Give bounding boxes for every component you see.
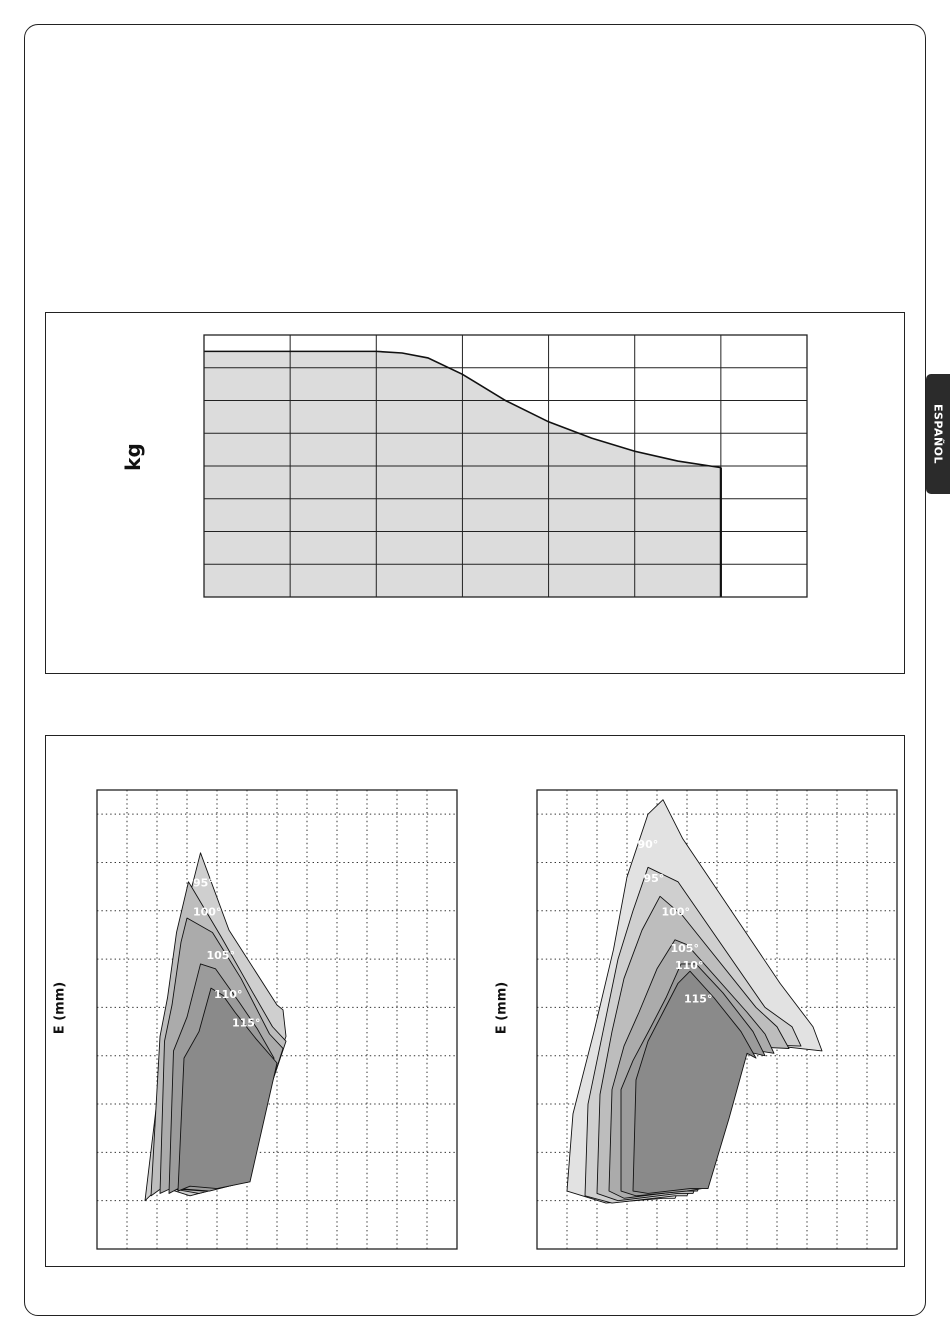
left-chart-angle-label: 115° (232, 1016, 261, 1030)
right-zone-chart-y-axis-label: E (mm) (494, 981, 510, 1035)
left-zone-chart-y-axis-label: E (mm) (52, 981, 68, 1035)
left-chart-angle-label: 95° (193, 876, 214, 890)
right-chart-angle-label: 110° (675, 958, 704, 972)
load-chart-y-axis-label: kg (121, 443, 145, 471)
right-chart-angle-label: 115° (684, 992, 713, 1006)
right-chart-angle-label: 90° (637, 837, 659, 851)
left-chart-angle-label: 110° (214, 987, 243, 1001)
right-chart-angle-label: 105° (670, 941, 699, 955)
left-chart-angle-label: 105° (206, 949, 235, 963)
right-chart-angle-label: 95° (643, 871, 665, 885)
language-tab-label: ESPAÑOL (931, 403, 945, 465)
right-chart-angle-label: 100° (661, 905, 690, 919)
left-chart-angle-label: 100° (193, 905, 222, 919)
